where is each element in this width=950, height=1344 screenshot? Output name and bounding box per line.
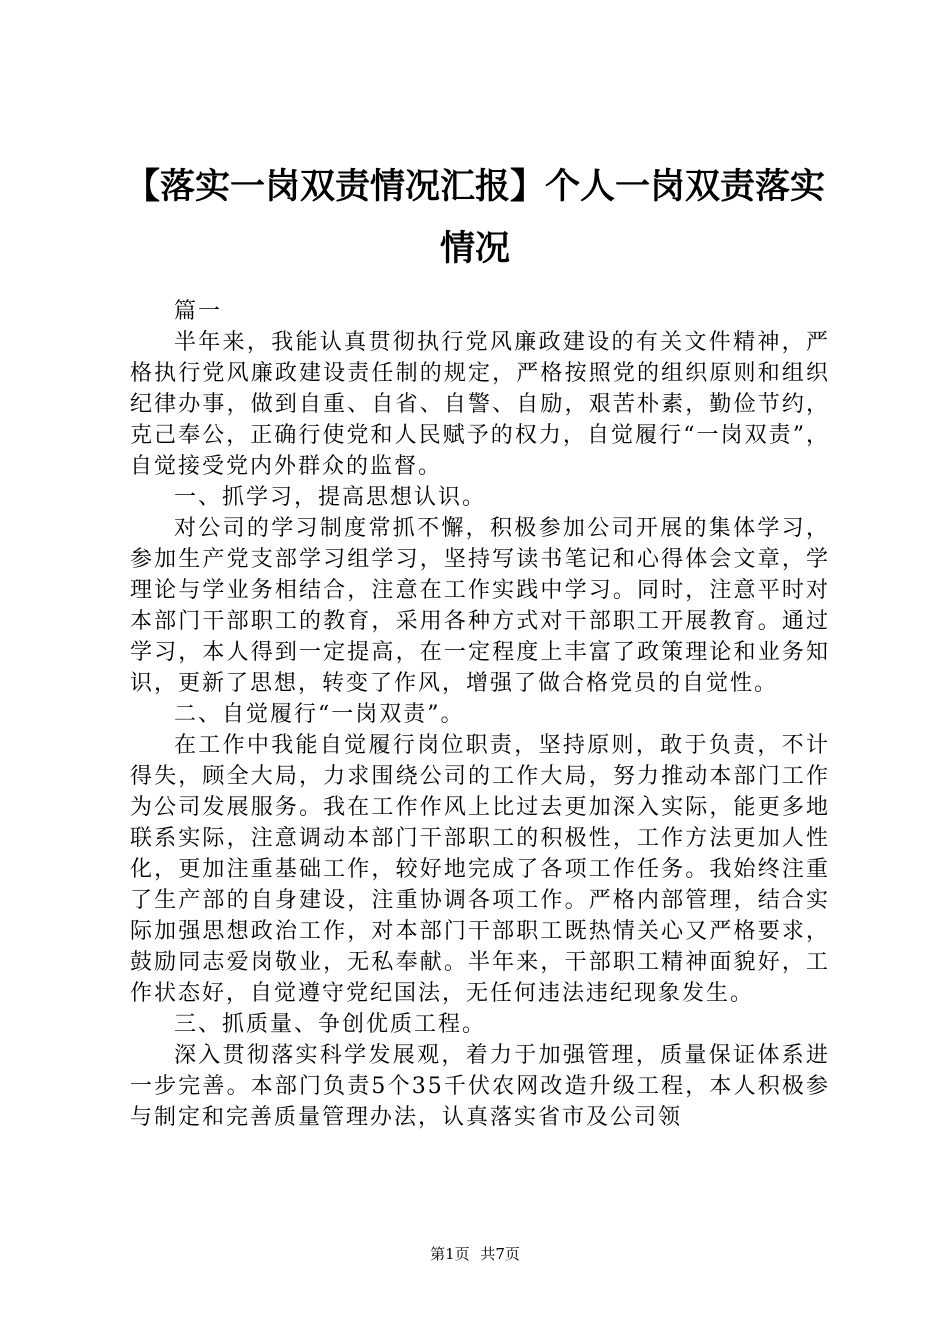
section-heading: 二、自觉履行“一岗双责”。: [174, 702, 465, 727]
document-body: [130, 296, 830, 1133]
body-paragraph: 深入贯彻落实科学发展观，着力于加强管理，质量保证体系进一步完善。本部门负责5个35千伏农网改造升级工程，本人积极参与制定和完善质量管理办法，认真落实省市及公司领: [130, 1043, 830, 1130]
body-paragraph: 对公司的学习制度常抓不懈，积极参加公司开展的集体学习，参加生产党支部学习组学习，坚持写读书笔记和心得体会文章，学理论与学业务相结合，注意在工作实践中学习。同时，注意平时对本部门干部职工的教育，采用各种方式对干部职工开展教育。通过学习，本人得到一定提高，在一定程度上丰富了政策理论和业务知识，更新了思想，转变了作风，增强了做合格党员的自觉性。: [130, 516, 830, 696]
page-number: 第1页: [430, 1245, 470, 1263]
title-line-1: 【落实一岗双责情况汇报】个人一岗双责落实: [124, 166, 825, 207]
document-title: [120, 156, 830, 280]
body-paragraph: 在工作中我能自觉履行岗位职责，坚持原则，敢于负责，不计得失，顾全大局，力求围绕公司的工作大局，努力推动本部门工作为公司发展服务。我在工作作风上比过去更加深入实际，能更多地联系实际，注意调动本部门干部职工的积极性，工作方法更加人性化，更加注重基础工作，较好地完成了各项工作任务。我始终注重了生产部的自身建设，注重协调各项工作。严格内部管理，结合实际加强思想政治工作，对本部门干部职工既热情关心又严格要求，鼓励同志爱岗敬业，无私奉献。半年来，干部职工精神面貌好，工作状态好，自觉遵守党纪国法，无任何违法违纪现象发生。: [130, 733, 830, 1006]
body-paragraph: 半年来，我能认真贯彻执行党风廉政建设的有关文件精神，严格执行党风廉政建设责任制的规定，严格按照党的组织原则和组织纪律办事，做到自重、自省、自警、自励，艰苦朴素，勤俭节约，克己奉公，正确行使党和人民赋予的权力，自觉履行“一岗双责”，自觉接受党内外群众的监督。: [130, 330, 830, 479]
section-heading: 一、抓学习，提高思想认识。: [174, 485, 487, 510]
title-line-2: 情况: [439, 228, 510, 269]
page-total: 共7页: [480, 1245, 520, 1263]
section-label: 篇一: [174, 299, 223, 324]
section-heading: 三、抓质量、争创优质工程。: [174, 1012, 487, 1037]
page-footer: [0, 1243, 950, 1264]
